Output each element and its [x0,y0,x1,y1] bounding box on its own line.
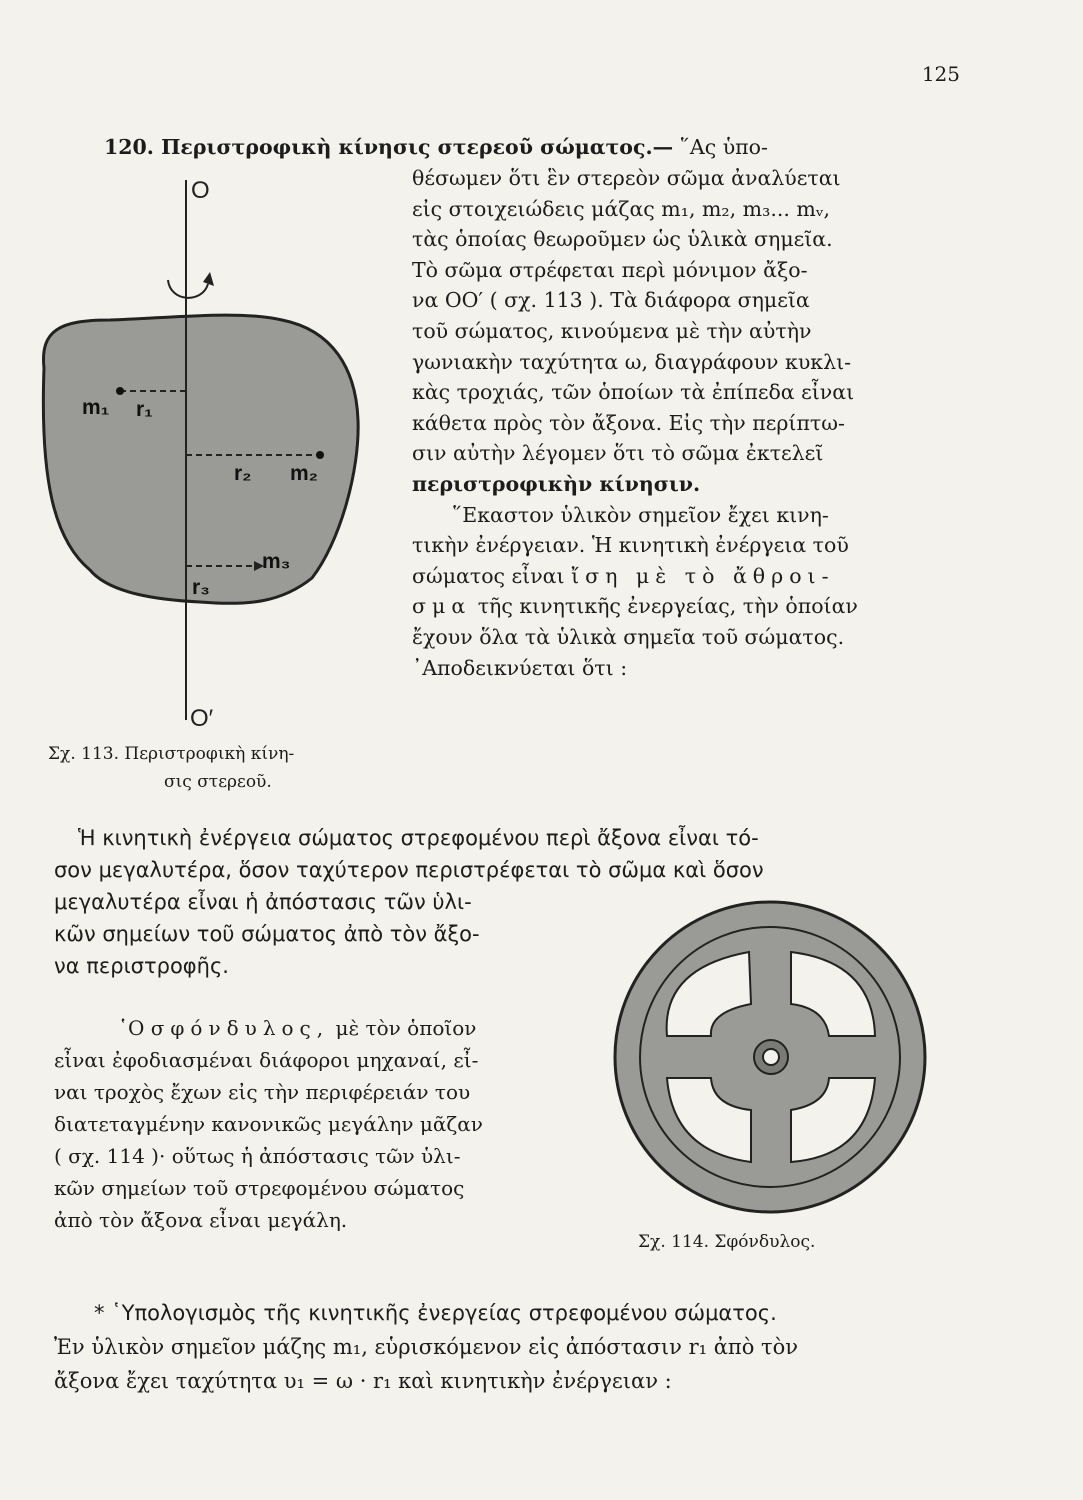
section-120-first-line [104,132,936,163]
section-line-1: θέσωμεν ὅτι ἓν στερεὸν σῶμα ἀναλύεται [412,166,841,190]
flywheel-line-5: ἀπὸ τὸν ἄξονα εἶναι μεγάλη. [54,1208,348,1232]
theorem-line-4: να περιστροφῆς. [54,954,229,978]
section-line-2: εἰς στοιχειώδεις μάζας m₁, m₂, m₃... mᵥ, [412,196,830,221]
section-120-text [104,132,936,163]
calc-heading: * ῾Υπολογισμὸς τῆς κινητικῆς ἐνεργείας στρεφομένου σώματος. [94,1301,777,1325]
label-m2: m₂ [290,462,319,485]
page-number: 125 [921,62,960,86]
flywheel-line-0: εἶναι ἐφοδιασμέναι διάφοροι μηχαναί, εἶ- [54,1048,479,1072]
label-m3: m₃ [262,550,291,573]
theorem-line-2: μεγαλυτέρα εἶναι ἡ ἀπόστασις τῶν ὑλι- [54,890,472,914]
point-m2 [316,451,324,459]
figure-113 [20,170,380,730]
figure-114 [605,900,935,1230]
section-line-0: ῞Ας ὑπο- [679,135,768,159]
section-120-body [412,163,938,683]
flywheel-line-1: ναι τροχὸς ἔχων εἰς τὴν περιφέρειάν του [54,1080,471,1104]
section-line-3: τὰς ὁποίας θεωροῦμεν ὡς ὑλικὰ σημεῖα. [412,227,833,252]
section-line-11: ῞Εκαστον ὑλικὸν σημεῖον ἔχει κινη- [452,502,829,527]
theorem-line-1: σον μεγαλυτέρα, ὅσον ταχύτερον περιστρέφεται τὸ σῶμα καὶ ὅσον [54,858,764,882]
section-line-13: ἔχουν ὅλα τὰ ὑλικὰ σημεῖα τοῦ σώματος. [412,624,845,649]
arrow-head-icon [203,272,214,286]
section-line-14: ᾿Αποδεικνύεται ὅτι : [412,655,628,680]
flywheel-first-word: ῾Ο [118,1016,145,1040]
flywheel-paragraph [54,1012,574,1236]
section-line-9: κάθετα πρὸς τὸν ἄξονα. Εἰς τὴν περίπτω- [412,410,845,435]
flywheel-line-2: διατεταγμένην κανονικῶς μεγάλην μᾶζαν [54,1112,483,1136]
section-line-5: να ΟΟ′ ( σχ. 113 ). Τὰ διάφορα σημεῖα [412,288,810,313]
solid-body-shape [43,315,358,603]
section-line-sum-2 [412,591,938,622]
rotation-arrow-icon [168,280,208,298]
section-line-10: σιν αὐτὴν λέγομεν ὅτι τὸ σῶμα ἐκτελεῖ [412,441,824,466]
section-heading: 120. Περιστροφικὴ κίνησις στερεοῦ σώματος.— [104,135,674,159]
flywheel-first-rest: μὲ τὸν ὁποῖον [335,1016,477,1040]
label-r1: r₁ [136,398,153,421]
figure-114-caption: Σχ. 114. Σφόνδυλος. [638,1232,816,1252]
sum-line-start: σώματος εἶναι [412,563,565,588]
section-line-6: τοῦ σώματος, κινούμενα μὲ τὴν αὐτὴν [412,318,812,343]
caption-113-line-1: Σχ. 113. Περιστροφικὴ κίνη- [48,744,295,764]
section-line-12: τικὴν ἐνέργειαν. Ἡ κινητικὴ ἐνέργεια τοῦ [412,533,849,558]
label-r3: r₃ [192,576,210,599]
point-m1 [116,387,124,395]
bold-term: περιστροφικὴν κίνησιν. [412,471,701,496]
calc-line-0: Ἐν ὑλικὸν σημεῖον μάζης m₁, εὑρισκόμενον εἰς ἀπόστασιν r₁ ἀπὸ τὸν [54,1335,799,1359]
section-line-sum [412,561,938,592]
label-r2: r₂ [234,462,252,485]
calc-line-1: ἄξονα ἔχει ταχύτητα υ₁ = ω · r₁ καὶ κινητικὴν ἐνέργειαν : [54,1369,672,1393]
flywheel-term: σφόνδυλος, [150,1016,330,1040]
axis-label-top: O [191,177,210,204]
sum-spaced-term-2: σμα [412,594,472,619]
flywheel-line-4: κῶν σημείων τοῦ στρεφομένου σώματος [54,1176,465,1200]
sum-line-end: τῆς κινητικῆς ἐνεργείας, τὴν ὁποίαν [477,594,858,619]
flywheel-first-line [54,1012,574,1044]
theorem-line-3: κῶν σημείων τοῦ σώματος ἀπὸ τὸν ἄξο- [54,922,480,946]
flywheel-axle [763,1049,779,1065]
calculation-section [54,1296,954,1398]
section-line-4: Τὸ σῶμα στρέφεται περὶ μόνιμον ἄξο- [412,257,808,282]
section-line-8: κὰς τροχιάς, τῶν ὁποίων τὰ ἐπίπεδα εἶναι [412,380,855,405]
label-m1: m₁ [82,396,110,419]
section-line-7: γωνιακὴν ταχύτητα ω, διαγράφουν κυκλι- [412,349,852,374]
caption-113-line-2: σις στερεοῦ. [164,772,272,792]
figure-113-caption [48,740,378,796]
axis-label-bottom: O′ [190,705,214,730]
flywheel-line-3: ( σχ. 114 )· οὕτως ἡ ἀπόστασις τῶν ὑλι- [54,1144,461,1168]
theorem-line-0: Ἡ κινητικὴ ἐνέργεια σώματος στρεφομένου περὶ ἄξονα εἶναι τό- [78,826,759,850]
sum-spaced-term: ἴση μὲ τὸ ἄθροι- [571,563,835,588]
